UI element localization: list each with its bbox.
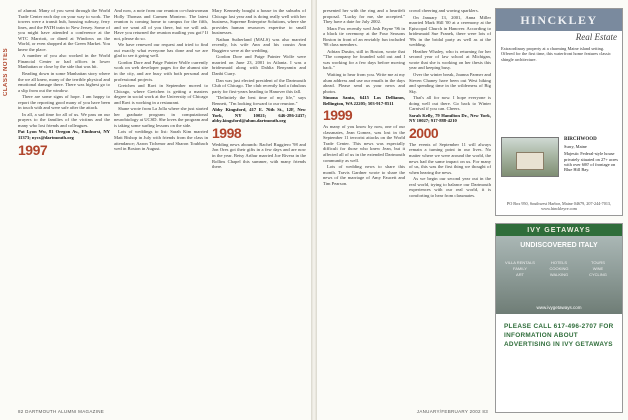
ad-header: IVY GETAWAYS (496, 224, 622, 236)
page-folio: 82 DARTMOUTH ALUMNI MAGAZINE (18, 409, 105, 414)
paragraph: The events of September 11 will always remain a turning point in our lives. No matter where we were around the world, the news had the same impact on us. For many of us, this was the first thing we thought of when hearing the news. (409, 141, 491, 175)
hinckley-real-estate-ad[interactable] (495, 8, 623, 216)
listing-details (564, 137, 620, 172)
offer-item: WALKING (549, 272, 569, 277)
offer-item: COOKING (549, 266, 569, 271)
paragraph: Gordon Dore and Paige Painter Wolfe currently work on web developer pages for the alumni site in the city, and are busy with both personal and professional projects. (114, 59, 208, 82)
paragraph: We have renewed our request and tried to find out exactly what everyone has done and we are glad to see it going well. (114, 42, 208, 59)
paragraph: Lots of weddings to list: Sarah Kim married Matt Bishop in July with friends from the class in attendance; Aaron Tichenor and Sharon Toubbach wed in Boston in August. (114, 129, 208, 152)
class-year-heading: 2000 (409, 124, 439, 141)
paragraph: Shane wrote from La Jolla where she just started her graduate program in computational neurobiology at UCSD. She loves the program and is taking some surfing lessons on the side. (114, 106, 208, 128)
listing-description: Majestic Federal-style house privately situated on 27+ acres with over 600' of frontage on Blue Hill Bay. (564, 151, 618, 173)
right-column-1 (323, 8, 405, 410)
correspondent-address: Abby Kingsford, 417 E. 76th St., 12F, New York, NY 10021; 646-286-2437; abby.kingsford@alum.dartmouth.org (212, 107, 306, 124)
paragraph: Lots of wedding news to share this month. Travis Gardner wrote to share the news of the marriage of Amy Faucett and Tim Pearson. (323, 164, 405, 186)
paragraph: In all, a sad time for all of us. We pass on our prayers to the families of the victims and the many who lost friends and colleagues. (18, 111, 110, 128)
offer-item: VILLA RENTALS (505, 260, 535, 265)
left-column-2 (114, 8, 208, 410)
ad-photo (496, 236, 622, 314)
ad-tagline: UNDISCOVERED ITALY (520, 242, 598, 249)
paragraph: "Definitely the best time of my life," says Bennett, "I'm looking forward to our reunion." (212, 95, 306, 106)
class-year-heading: 1998 (212, 124, 242, 141)
ad-url[interactable]: www.ivygetaways.com (536, 305, 582, 310)
offer-item: TOURS (591, 260, 605, 265)
listing-title: BIRCHWOOD (564, 137, 597, 142)
ad-body (496, 44, 622, 66)
paragraph: Wedding news abounds: Rachel Ruggiero '98 and Jon Ores got their gifts in a few days and are now in the year. Betsy Arthur married Joe Rivera in the Rollins Chapel this summer, with many friends there. (212, 141, 306, 170)
page-folio: JANUARY/FEBRUARY 2002 83 (416, 409, 488, 414)
property-photo (501, 137, 559, 177)
ad-banner (496, 9, 622, 31)
ad-subtitle: Real Estate (575, 32, 617, 42)
right-column-2 (409, 8, 491, 410)
paragraph: crowd cheering and waving sparklers. (409, 8, 479, 13)
paragraph: Mary Kennedy bought a house in the suburbs of Chicago last year and is doing really well with her business, Supreme Enterprise Solutions, where she provides human resources expertise to small businesses. (212, 8, 306, 36)
paragraph: presented her with the ring and a heartfelt proposal. "Lucky for me, she accepted." They have a date for July 2002. (323, 8, 405, 25)
correspondent-address: Pat Lyon Wu, 81 Oregon Av., Elmhurst, NY 11373; nycs@dartmouth.org (18, 129, 110, 141)
paragraph: Waiting to hear from you. Write me at my alum address and use our emails in the days ahead. Please send us your news and photos. (323, 72, 405, 94)
ad-offer-list (502, 260, 616, 277)
offer-item: HOTELS (550, 260, 567, 265)
paragraph: of alumni. Many of you went through the World Trade Center each day on your way to work. The towers were a transit hub, housing subway, ferry lines, and the PATH train to New Jersey. Some of you might have attended a conference at the WTC Marriott, or dined at Windows on the World, or even shopped at the Green Market. You knew the place. (18, 8, 110, 52)
paragraph: And now, a note from our reunion co-chairwoman Holly Thomas and Carmen Montero. The latest reunion is coming home to campus for the fifth, and we want all of you there, but we will ask. Have you returned the reunion mailing you got? If not, please do so. (114, 8, 208, 41)
paragraph: Gordon Dore and Paige Painter Wolfe were married on June 23, 2001 in Atlanta. I was a bridesmaid along with Dahlia Benyamin and Danbi Curry. (212, 54, 306, 77)
class-year-heading: 1999 (323, 107, 353, 124)
paragraph: Adrian Dustin, still in Boston, wrote that "The company he founded sold out and I was working for a few days before moving back." (323, 48, 405, 71)
correspondent-address: Simona Santa, 6415 Los Dellianos, Bellington, WA 22205; 503-917-8511 (323, 95, 405, 106)
paragraph: Gretchen and Ravi in September moved to Chicago, where Gretchen is getting a masters degree in social work at the University of Chicago and Ravi is working in a restaurant. (114, 83, 208, 105)
paragraph: Dan was just elected president of the Dartmouth Club of Chicago. The club recently had a fabulous party for first-years heading to Hanover this fall. (212, 77, 306, 94)
paragraph: Heather Whaley, who is returning for her second year of law school at Michigan, wrote that she is working on her thesis this year and keeping busy. (409, 48, 491, 71)
left-page (0, 0, 311, 420)
class-year-heading: 1997 (18, 141, 48, 158)
paragraph: As we begin our second year out in the real world, trying to balance our Dartmouth experiences with our real world, it is comforting to hear from classmates. (409, 176, 491, 198)
paragraph: Mara Fox recently wed Josh Payne '96 in a black tie ceremony at the Four Seasons Boston in front of an enviably fun included '98 class members. (323, 25, 405, 48)
left-column-3 (212, 8, 306, 410)
paragraph: There are some signs of hope. I am happy to report the reporting good many of you have been in touch with and were safe after the attack. (18, 94, 110, 111)
paragraph: As many of you know by now, one of our classmates, Jean Gomez, was lost in the September 11 terrorist attacks on the World Trade Center. This news was especially difficult for those who knew Jean, but it affected all of us in the extended Dartmouth community as well. (323, 124, 405, 163)
section-side-tab: CLASS NOTES (3, 47, 9, 97)
paragraph: On January 13, 2001, Anna Miller married Mark Hill '00 at a ceremony at the Episcopal Church in Hanover. According to bridesmaid Sue Franek, there were lots of '99s in the bridal party as well as at the wedding. (409, 14, 491, 48)
ivy-getaways-ad[interactable] (495, 223, 623, 413)
paragraph: A number of you also worked in the World Financial Center or had offices in lower Manhattan or close by the side that was hit. (18, 53, 110, 70)
ad-contact: PO Box 950, Southwest Harbor, Maine 04679, 207-244-7013, www.hinckleyre.com (506, 201, 612, 211)
offer-item: CYCLING (589, 272, 607, 277)
ad-brand: HINCKLEY (520, 12, 598, 27)
correspondent-address: Sarah Kelly, 79 Hamilton Dr., New York, NY 10027; 917-888-4210 (409, 112, 491, 124)
ad-intro-text: Extraordinary property at a charming Maine island setting. Offered for the first time, this waterfront home features classic shingle architecture. (501, 46, 611, 62)
paragraph: Nathan Sutherland (MALS) was also married recently, his wife Ann and his cousin Ann Ruggiero were at the wedding. (212, 36, 306, 53)
paragraph: Over the winter break, Joanna Parmer and Steven Chaney have been out West hiking and spending time in the wilderness of Big Sky. (409, 72, 491, 94)
paragraph: Reading down in some Manhattan story where the we all knew, many of the terrible physical and emotional damage there. There was highest go to a slip from out the window. (18, 71, 110, 93)
advertising-call-to-action: PLEASE CALL 617-496-2707 FOR INFORMATION ABOUT ADVERTISING IN IVY GETAWAYS (504, 323, 614, 348)
offer-item: ART (516, 272, 524, 277)
listing-location: Surry, Maine (564, 144, 587, 150)
paragraph: That's all for now. I hope everyone is doing well out there. Go back to Winter Carnival if you can. Cheers. (409, 95, 491, 112)
offer-item: FAMILY (513, 266, 527, 271)
offer-item: WINE (592, 266, 604, 271)
left-column-1 (18, 8, 110, 410)
